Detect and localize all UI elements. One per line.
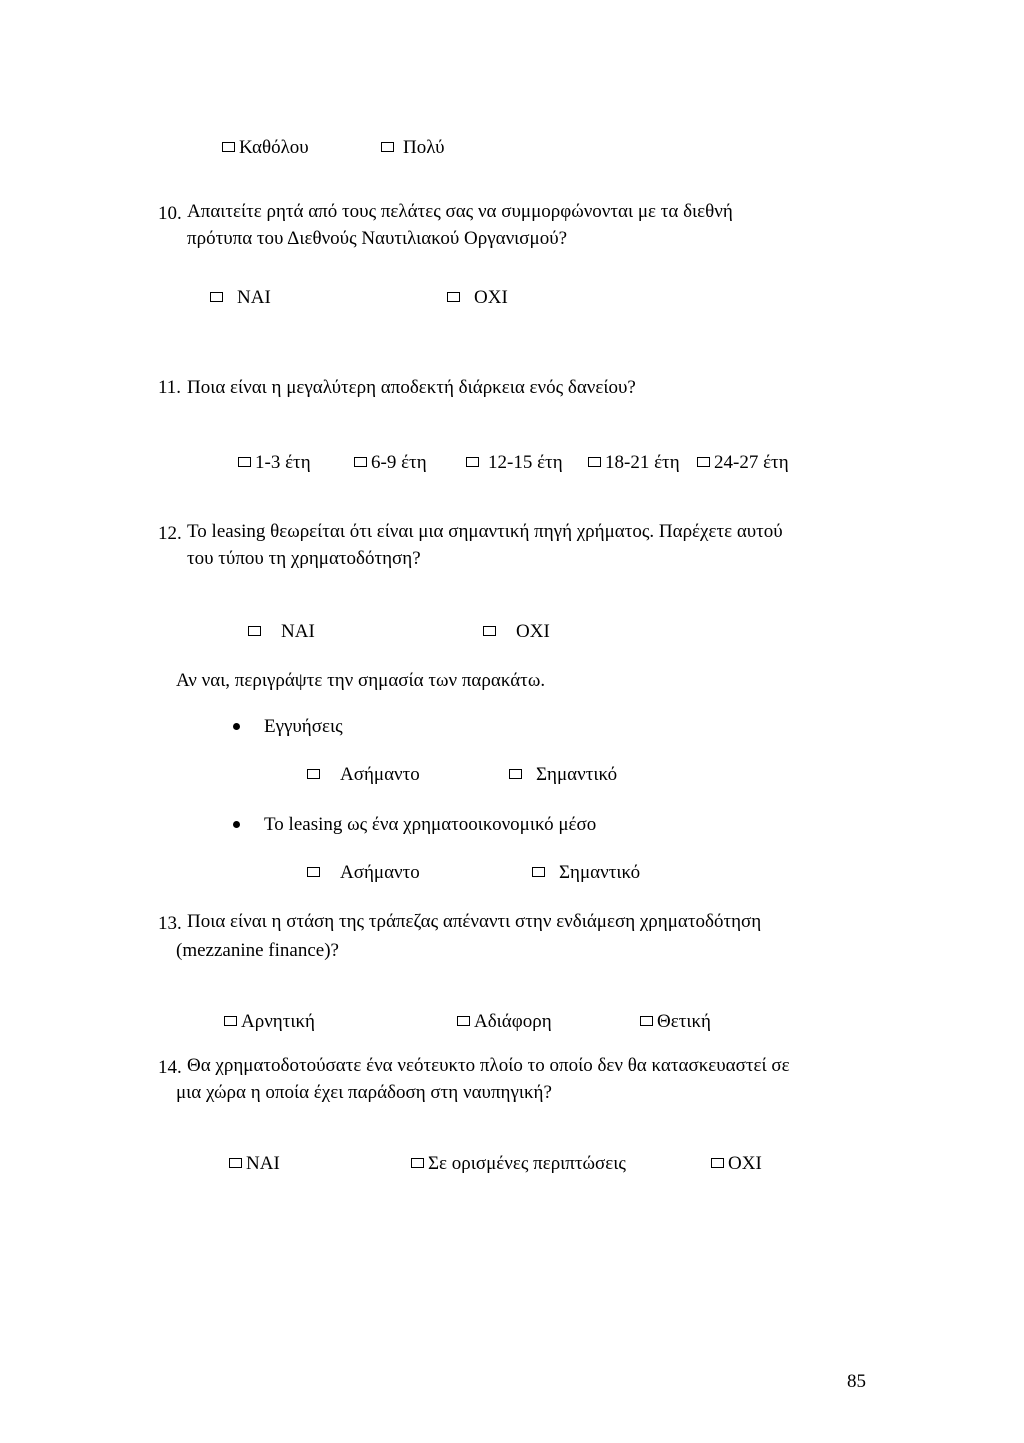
question-line: Το leasing θεωρείται ότι είναι μια σημαντική πηγή χρήματος. Παρέχετε αυτού: [187, 521, 783, 542]
option-poly[interactable]: [381, 138, 445, 157]
question-number: 14.: [158, 1057, 182, 1078]
option-1-3[interactable]: [238, 453, 311, 472]
checkbox-icon[interactable]: [238, 457, 251, 467]
question-line: (mezzanine finance)?: [176, 940, 339, 961]
bullet-label: Εγγυήσεις: [264, 716, 343, 737]
question-number: 10.: [158, 203, 182, 224]
question-text: Ποια είναι η μεγαλύτερη αποδεκτή διάρκεια ενός δανείου?: [187, 377, 636, 398]
question-number: 13.: [158, 913, 182, 934]
checkbox-icon[interactable]: [354, 457, 367, 467]
option-nai[interactable]: [229, 1154, 280, 1173]
option-thetiki[interactable]: [640, 1012, 711, 1031]
checkbox-icon[interactable]: [381, 142, 394, 152]
option-label: Καθόλου: [239, 137, 309, 158]
checkbox-icon[interactable]: [307, 867, 320, 877]
option-label: Θετική: [657, 1011, 711, 1032]
checkbox-icon[interactable]: [509, 769, 522, 779]
option-label: ΟΧΙ: [516, 621, 550, 642]
option-label: ΝΑΙ: [246, 1153, 280, 1174]
question-line: Θα χρηματοδοτούσατε ένα νεότευκτο πλοίο το οποίο δεν θα κατασκευαστεί σε: [187, 1055, 790, 1076]
option-label: Σημαντικό: [536, 764, 618, 785]
page-number: 85: [847, 1371, 866, 1392]
option-6-9[interactable]: [354, 453, 427, 472]
option-adiafori[interactable]: [457, 1012, 552, 1031]
checkbox-icon[interactable]: [447, 292, 460, 302]
question-line: μια χώρα η οποία έχει παράδοση στη ναυπηγική?: [176, 1082, 552, 1103]
checkbox-icon[interactable]: [466, 457, 479, 467]
question-line: Απαιτείτε ρητά από τους πελάτες σας να συμμορφώνονται με τα διεθνή: [187, 201, 733, 222]
checkbox-icon[interactable]: [532, 867, 545, 877]
checkbox-icon[interactable]: [588, 457, 601, 467]
followup-text: Αν ναι, περιγράψτε την σημασία των παρακάτω.: [176, 670, 546, 691]
option-label: Σημαντικό: [559, 862, 641, 883]
question-line: πρότυπα του Διεθνούς Ναυτιλιακού Οργανισμού?: [187, 228, 568, 249]
checkbox-icon[interactable]: [307, 769, 320, 779]
option-label: Ασήμαντο: [340, 764, 420, 785]
option-ochi[interactable]: [483, 622, 550, 641]
option-label: 12-15 έτη: [488, 452, 563, 473]
option-simantiko[interactable]: [532, 863, 640, 882]
option-katholou[interactable]: [222, 138, 309, 157]
checkbox-icon[interactable]: [222, 142, 235, 152]
option-label: 18-21 έτη: [605, 452, 680, 473]
option-asimanto[interactable]: [307, 863, 420, 882]
option-nai[interactable]: [248, 622, 315, 641]
question-number: 12.: [158, 523, 182, 544]
option-simantiko[interactable]: [509, 765, 617, 784]
question-text: [187, 908, 868, 935]
checkbox-icon[interactable]: [640, 1016, 653, 1026]
option-ochi[interactable]: [447, 288, 508, 307]
question-number: 11.: [158, 377, 182, 398]
option-label: 6-9 έτη: [371, 452, 427, 473]
checkbox-icon[interactable]: [210, 292, 223, 302]
option-label: ΝΑΙ: [237, 287, 271, 308]
bullet-label: Το leasing ως ένα χρηματοοικονομικό μέσο: [264, 814, 597, 835]
checkbox-icon[interactable]: [411, 1158, 424, 1168]
option-24-27[interactable]: [697, 453, 789, 472]
option-label: ΝΑΙ: [281, 621, 315, 642]
option-nai[interactable]: [210, 288, 271, 307]
bullet-icon: [233, 821, 240, 828]
option-label: ΟΧΙ: [728, 1153, 762, 1174]
question-text: [187, 518, 868, 572]
option-label: Σε ορισμένες περιπτώσεις: [428, 1153, 626, 1174]
option-label: Ασήμαντο: [340, 862, 420, 883]
checkbox-icon[interactable]: [224, 1016, 237, 1026]
option-asimanto[interactable]: [307, 765, 420, 784]
option-label: Αδιάφορη: [474, 1011, 552, 1032]
option-label: 24-27 έτη: [714, 452, 789, 473]
question-line: Ποια είναι η στάση της τράπεζας απέναντι στην ενδιάμεση χρηματοδότηση: [187, 911, 762, 932]
question-text: [187, 1052, 868, 1079]
option-label: Πολύ: [403, 137, 445, 158]
option-arnitiki[interactable]: [224, 1012, 315, 1031]
question-line: του τύπου τη χρηματοδότηση?: [187, 548, 421, 569]
option-12-15[interactable]: [466, 453, 563, 472]
option-ochi[interactable]: [711, 1154, 762, 1173]
bullet-icon: [233, 723, 240, 730]
option-label: ΟΧΙ: [474, 287, 508, 308]
checkbox-icon[interactable]: [457, 1016, 470, 1026]
question-text: [187, 198, 868, 252]
checkbox-icon[interactable]: [697, 457, 710, 467]
checkbox-icon[interactable]: [483, 626, 496, 636]
option-label: Αρνητική: [241, 1011, 315, 1032]
option-label: 1-3 έτη: [255, 452, 311, 473]
checkbox-icon[interactable]: [711, 1158, 724, 1168]
option-se-orismenes[interactable]: [411, 1154, 626, 1173]
checkbox-icon[interactable]: [229, 1158, 242, 1168]
option-18-21[interactable]: [588, 453, 680, 472]
checkbox-icon[interactable]: [248, 626, 261, 636]
